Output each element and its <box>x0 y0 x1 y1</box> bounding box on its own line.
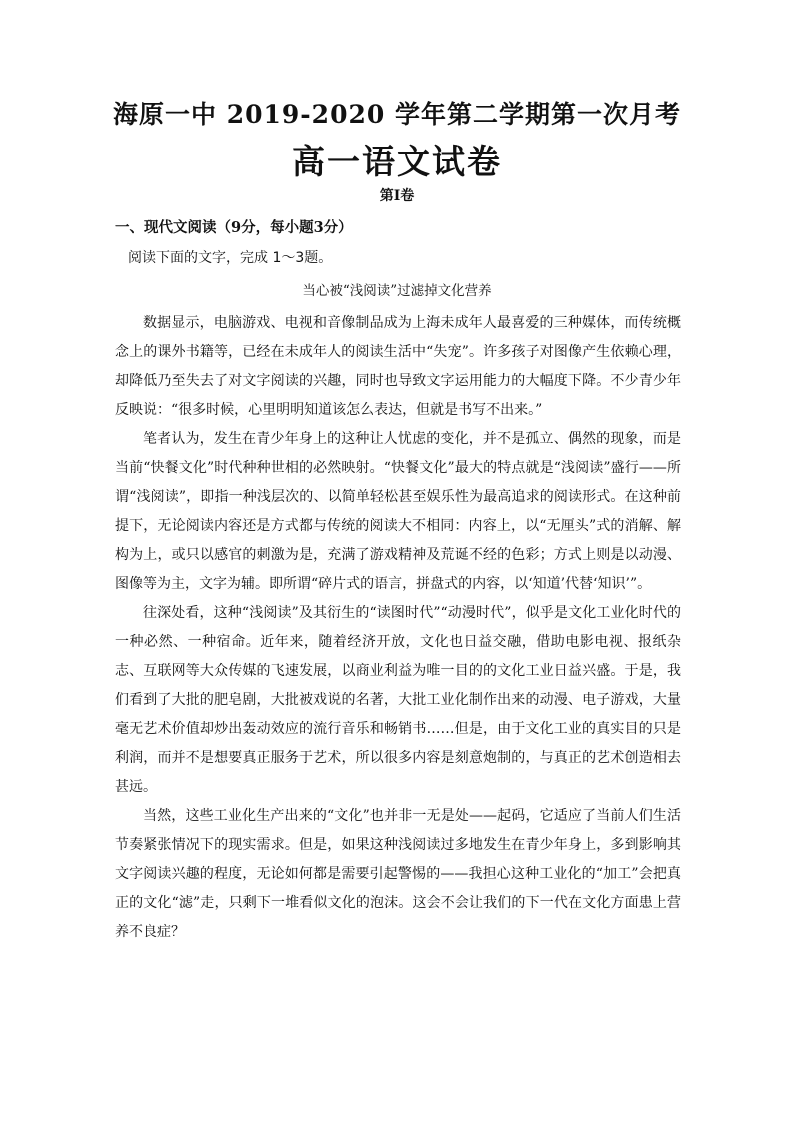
exam-title: 海原一中 2019-2020 学年第二学期第一次月考 <box>113 100 681 129</box>
article-paragraph: 笔者认为，发生在青少年身上的这种让人忧虑的变化，并不是孤立、偶然的现象，而是当前“快餐文化”时代种种世相的必然映射。“快餐文化”最大的特点就是“浅阅读”盛行——所谓“浅阅读”，即指一种浅层次的、以简单轻松甚至娱乐性为最高追求的阅读形式。在这种前提下，无论阅读内容还是方式都与传统的阅读大不相同：内容上，以“无厘头”式的消解、解构为上，或只以感官的刺激为是，充满了游戏精神及荒诞不经的色彩；方式上则是以动漫、图像等为主，文字为辅。即所谓“碎片式的语言，拼盘式的内容，以‘知道’代替‘知识’”。 <box>115 431 681 592</box>
article-paragraph: 往深处看，这种“浅阅读”及其衍生的“读图时代”“动漫时代”，似乎是文化工业化时代的一种必然、一种宿命。近年来，随着经济开放，文化也日益交融，借助电影电视、报纸杂志、互联网等大众传媒的飞速发展，以商业利益为唯一目的的文化工业日益兴盛。于是，我们看到了大批的肥皂剧，大批被戏说的名著，大批工业化制作出来的动漫、电子游戏，大量毫无艺术价值却炒出轰动效应的流行音乐和畅销书……但是，由于文化工业的真实目的只是利润，而并不是想要真正服务于艺术，所以很多内容是刻意炮制的，与真正的艺术创造相去甚远。 <box>115 605 681 795</box>
article-title: 当心被“浅阅读”过滤掉文化营养 <box>302 283 492 299</box>
part-label: 第Ⅰ卷 <box>379 188 415 204</box>
section-heading: 一、现代文阅读（9分，每小题3分） <box>115 219 353 236</box>
article-paragraph: 数据显示，电脑游戏、电视和音像制品成为上海未成年人最喜爱的三种媒体，而传统概念上的课外书籍等，已经在未成年人的阅读生活中“失宠”。许多孩子对图像产生依赖心理，却降低乃至失去了对文字阅读的兴趣，同时也导致文字运用能力的大幅度下降。不少青少年反映说：“很多时候，心里明明知道该怎么表达，但就是书写不出来。” <box>115 315 681 418</box>
article-paragraph: 当然，这些工业化生产出来的“文化”也并非一无是处——起码，它适应了当前人们生活节奏紧张情况下的现实需求。但是，如果这种浅阅读过多地发生在青少年身上，多到影响其文字阅读兴趣的程度，无论如何都是需要引起警惕的——我担心这种工业化的“加工”会把真正的文化“滤”走，只剩下一堆看似文化的泡沫。这会不会让我们的下一代在文化方面患上营养不良症？ <box>115 808 681 940</box>
reading-instruction: 阅读下面的文字，完成 1～3题。 <box>128 250 333 266</box>
article-body <box>115 309 681 947</box>
exam-subtitle: 高一语文试卷 <box>292 142 502 181</box>
